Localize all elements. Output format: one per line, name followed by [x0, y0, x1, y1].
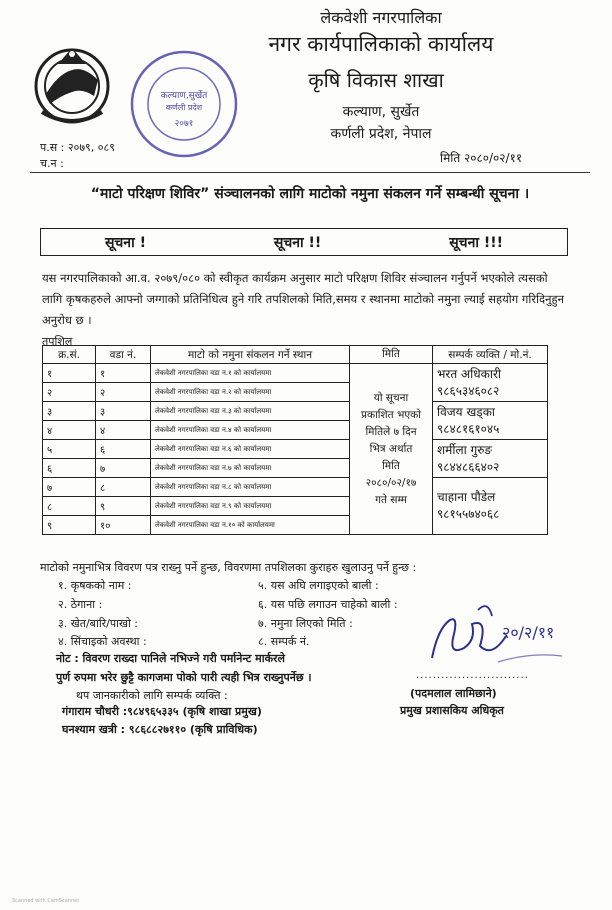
notice-title: “माटो परिक्षण शिविर” संञ्चालनको लागि माटोको नमुना संकलन गर्ने सम्बन्धी सूचना ।: [90, 186, 530, 202]
field-previous-crop: ५. यस अघि लगाइएको बाली :: [258, 579, 379, 592]
contact-cell: [433, 440, 548, 478]
row-serial: ६: [43, 459, 96, 478]
row-place: लेकवेशी नगरपालिका वडा न.१ को कार्यालयमा: [151, 364, 350, 383]
header-contact: सम्पर्क व्यक्ति / मो.नं.: [433, 346, 548, 364]
detail-instructions: माटोको नमुनाभित्र विवरण पत्र राख्नु पर्ने हुन्छ, विवरणमा तपशिलका कुराहरु खुलाउनु पर्ने हुन्छ :: [40, 561, 417, 574]
table-row: [43, 440, 548, 459]
contact-phone: ९८६५३४६०८२: [437, 383, 500, 398]
signatory-title: प्रमुख प्रशासकिय अधिकृत: [400, 704, 504, 717]
contact-cell: [433, 478, 548, 535]
contact-intro: थप जानकारीको लागि सम्पर्क व्यक्ति :: [76, 689, 228, 702]
field-address: २. ठेगाना :: [58, 598, 103, 611]
table-row: [43, 402, 548, 421]
notice-banner: [40, 228, 568, 256]
contact-name: शर्मीला गुरुङ: [437, 442, 493, 457]
row-ward: ३: [96, 402, 151, 421]
row-serial: ३: [43, 402, 96, 421]
date-cell-line: भित्र अर्थात: [369, 442, 413, 455]
date-cell-line: मितिले ७ दिन: [365, 425, 417, 438]
dispatch-number: च.न :: [40, 157, 64, 170]
header-date: मिति: [350, 346, 433, 364]
section-name: कृषि विकास शाखा: [308, 68, 444, 92]
field-contact-number: ८. सम्पर्क नं.: [258, 635, 310, 648]
contact-person-1: गंगाराम चौधरी :९८४९६५३३५ (कृषि शाखा प्रमुख): [62, 705, 262, 718]
contact-phone: ९८४४८६६४०२: [437, 459, 500, 474]
header-ward: वडा नं.: [96, 346, 151, 364]
table-caption: तपशिल: [42, 335, 73, 348]
row-serial: ५: [43, 440, 96, 459]
date-cell-line: गते सम्म: [375, 493, 407, 506]
collection-schedule-table: [42, 345, 548, 535]
header-divider: [30, 172, 590, 173]
signatory-name: (पदमलाल लामिछाने): [410, 687, 497, 700]
svg-text:२०७१: २०७१: [174, 119, 194, 129]
contact-name: विजय खड्का: [437, 404, 496, 419]
field-next-crop: ६. यस पछि लगाउन चाहेको बाली :: [258, 598, 398, 611]
signature-line: ...........................: [416, 670, 529, 681]
row-place: लेकवेशी नगरपालिका वडा न.७ को कार्यालयमा: [151, 459, 350, 478]
row-place: लेकवेशी नगरपालिका वडा न.३ को कार्यालयमा: [151, 402, 350, 421]
banner-label-2: सूचना !!: [273, 234, 322, 251]
field-sample-date: ७. नमुना लिएको मिति :: [258, 617, 353, 630]
row-place: लेकवेशी नगरपालिका वडा न.२ को कार्यालयमा: [151, 383, 350, 402]
contact-phone: ९८४८१६१०४५: [437, 421, 500, 436]
municipality-name: लेकवेशी नगरपालिका: [320, 8, 442, 27]
row-place: लेकवेशी नगरपालिका वडा न.६ को कार्यालयमा: [151, 440, 350, 459]
banner-label-1: सूचना !: [104, 234, 146, 251]
note-line-2: पुर्ण रुपमा भरेर छुट्टै कागजमा पोको पारी त्यही भित्र राख्नुपर्नेछ ।: [56, 671, 312, 684]
banner-label-3: सूचना !!!: [449, 234, 503, 251]
date-cell-line: यो सूचना: [373, 391, 409, 404]
row-ward: १: [96, 364, 151, 383]
row-ward: ७: [96, 459, 151, 478]
svg-text:कर्णली प्रदेश: कर्णली प्रदेश: [165, 103, 203, 112]
contact-name: भरत अधिकारी: [437, 366, 501, 381]
row-place: लेकवेशी नगरपालिका वडा न.८ को कार्यालयमा: [151, 478, 350, 497]
contact-phone: ९८१५५७४०६८: [437, 507, 500, 521]
contact-cell: [433, 402, 548, 440]
reference-number: प.स : २०७९, ०८९: [40, 141, 115, 154]
row-ward: ६: [96, 440, 151, 459]
row-serial: १: [43, 364, 96, 383]
row-place: लेकवेशी नगरपालिका वडा न.९ को कार्यालयमा: [151, 497, 350, 516]
row-serial: ९: [43, 516, 96, 535]
date-cell-line: २०८०/०२/१७: [365, 476, 417, 489]
scanner-watermark: Scanned with CamScanner: [12, 898, 80, 904]
letter-date: मिति २०८०/०२/११: [440, 151, 523, 165]
row-ward: २: [96, 383, 151, 402]
header-serial: क्र.सं.: [43, 346, 96, 364]
contact-person-2: घनश्याम खत्री : ९८६८८२७११० (कृषि प्राविधिक): [62, 723, 258, 736]
row-ward: ९: [96, 497, 151, 516]
intro-paragraph: यस नगरपालिकाको आ.व. २०७९/०८० को स्वीकृत कार्यक्रम अनुसार माटो परिक्षण शिविर संञ्चालन गर्नुपर्ने भएकोले त्यसको लागि कृषकहरुले आफ्नो जग्गाको प्रतिनिधित्व हुने गरि तपशिलको मिति,समय र स्थानमा माटोको नमुना ल्याई सहयोग गरिदिनुहुन अनुरोध छ ।: [42, 271, 565, 327]
office-location: कल्याण, सुर्खेत: [342, 104, 420, 120]
row-place: लेकवेशी नगरपालिका वडा न.४ को कार्यालयमा: [151, 421, 350, 440]
row-place: लेकवेशी नगरपालिका वडा न.१० को कार्यालयमा: [151, 516, 350, 535]
header-place: माटो को नमुना संकलन गर्ने स्थान: [151, 346, 350, 364]
table-header-row: [43, 346, 548, 364]
field-farmer-name: १. कृषकको नाम :: [58, 579, 132, 592]
row-serial: ४: [43, 421, 96, 440]
handwritten-signature: [418, 598, 568, 676]
row-ward: ४: [96, 421, 151, 440]
contact-cell: [433, 364, 548, 402]
date-cell-line: मिति: [382, 459, 400, 472]
svg-text:२०/२/११: २०/२/११: [502, 623, 555, 642]
row-serial: ८: [43, 497, 96, 516]
office-province: कर्णली प्रदेश, नेपाल: [330, 126, 432, 142]
row-ward: १०: [96, 516, 151, 535]
table-row: [43, 364, 548, 383]
field-land-type: ३. खेत/बारि/पाखो :: [58, 617, 139, 630]
table-row: [43, 478, 548, 497]
date-cell: [350, 364, 433, 535]
note-line-1: नोट : विवरण राख्दा पानिले नभिज्ने गरी पर्मानेन्ट मार्करले: [56, 652, 285, 665]
row-serial: २: [43, 383, 96, 402]
svg-text:कल्याण,सुर्खेत: कल्याण,सुर्खेत: [160, 91, 208, 101]
office-name: नगर कार्यपालिकाको कार्यालय: [268, 32, 494, 56]
row-serial: ७: [43, 478, 96, 497]
contact-name: चाहाना पौडेल: [437, 490, 496, 504]
row-ward: ८: [96, 478, 151, 497]
field-irrigation: ४. सिंचाइको अवस्था :: [58, 635, 147, 648]
date-cell-line: प्रकाशित भएको: [361, 408, 421, 421]
